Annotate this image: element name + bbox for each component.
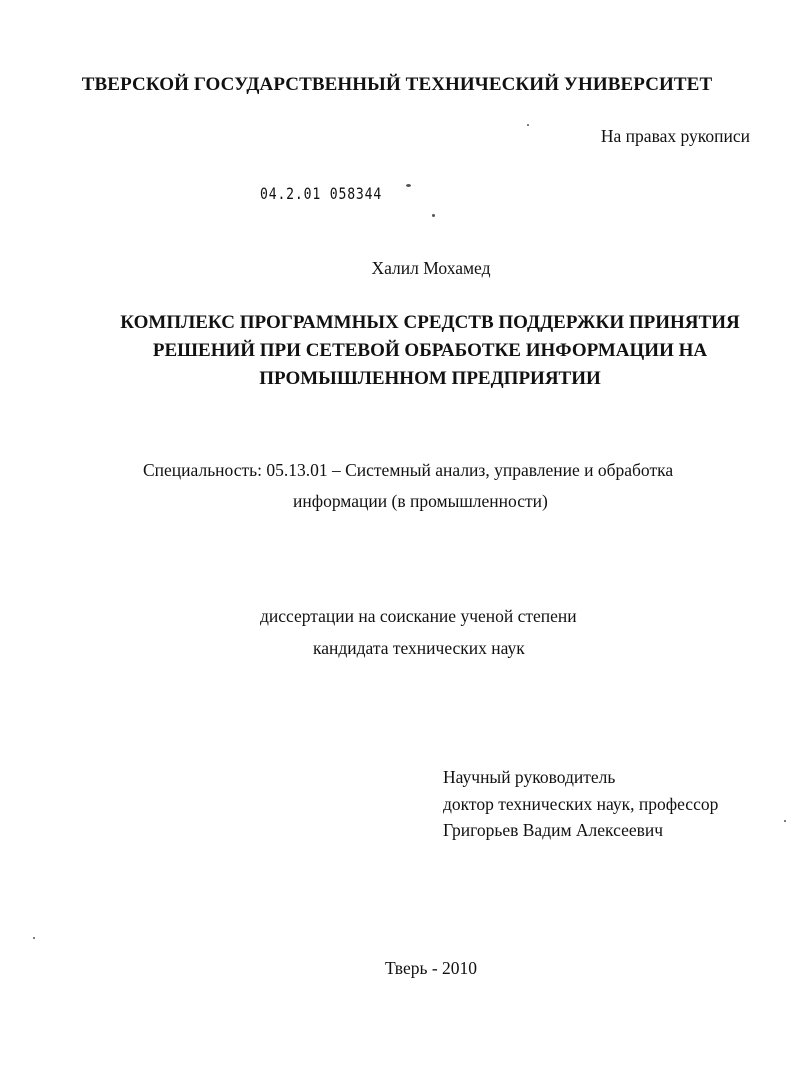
degree-name: кандидата технических наук <box>313 638 525 658</box>
specialty-line-continued: информации (в промышленности) <box>293 491 548 511</box>
city-year: Тверь - 2010 <box>384 958 478 978</box>
scan-speck <box>784 820 786 822</box>
university-name: ТВЕРСКОЙ ГОСУДАРСТВЕННЫЙ ТЕХНИЧЕСКИЙ УНИВЕРСИТЕТ <box>81 74 713 95</box>
degree-purpose: диссертации на соискание ученой степени <box>260 606 577 626</box>
scan-speck <box>33 937 35 939</box>
scan-speck <box>527 124 529 126</box>
dissertation-title <box>80 309 780 393</box>
manuscript-rights-note: На правах рукописи <box>600 126 750 146</box>
registry-stamp: 04.2.01 058344 <box>260 184 383 203</box>
supervisor-role: Научный руководитель <box>443 767 616 787</box>
supervisor-title: доктор технических наук, профессор <box>443 794 719 814</box>
title-line: ПРОМЫШЛЕННОМ ПРЕДПРИЯТИИ <box>259 368 601 389</box>
scan-speck <box>406 184 411 187</box>
scan-speck <box>432 214 435 217</box>
title-line: КОМПЛЕКС ПРОГРАММНЫХ СРЕДСТВ ПОДДЕРЖКИ ПРИНЯТИЯ <box>120 312 740 333</box>
title-line: РЕШЕНИЙ ПРИ СЕТЕВОЙ ОБРАБОТКЕ ИНФОРМАЦИИ НА <box>152 340 708 361</box>
specialty-line: Специальность: 05.13.01 – Системный анализ, управление и обработка <box>143 460 674 480</box>
author-name: Халил Мохамед <box>371 258 491 278</box>
supervisor-name: Григорьев Вадим Алексеевич <box>443 820 664 840</box>
